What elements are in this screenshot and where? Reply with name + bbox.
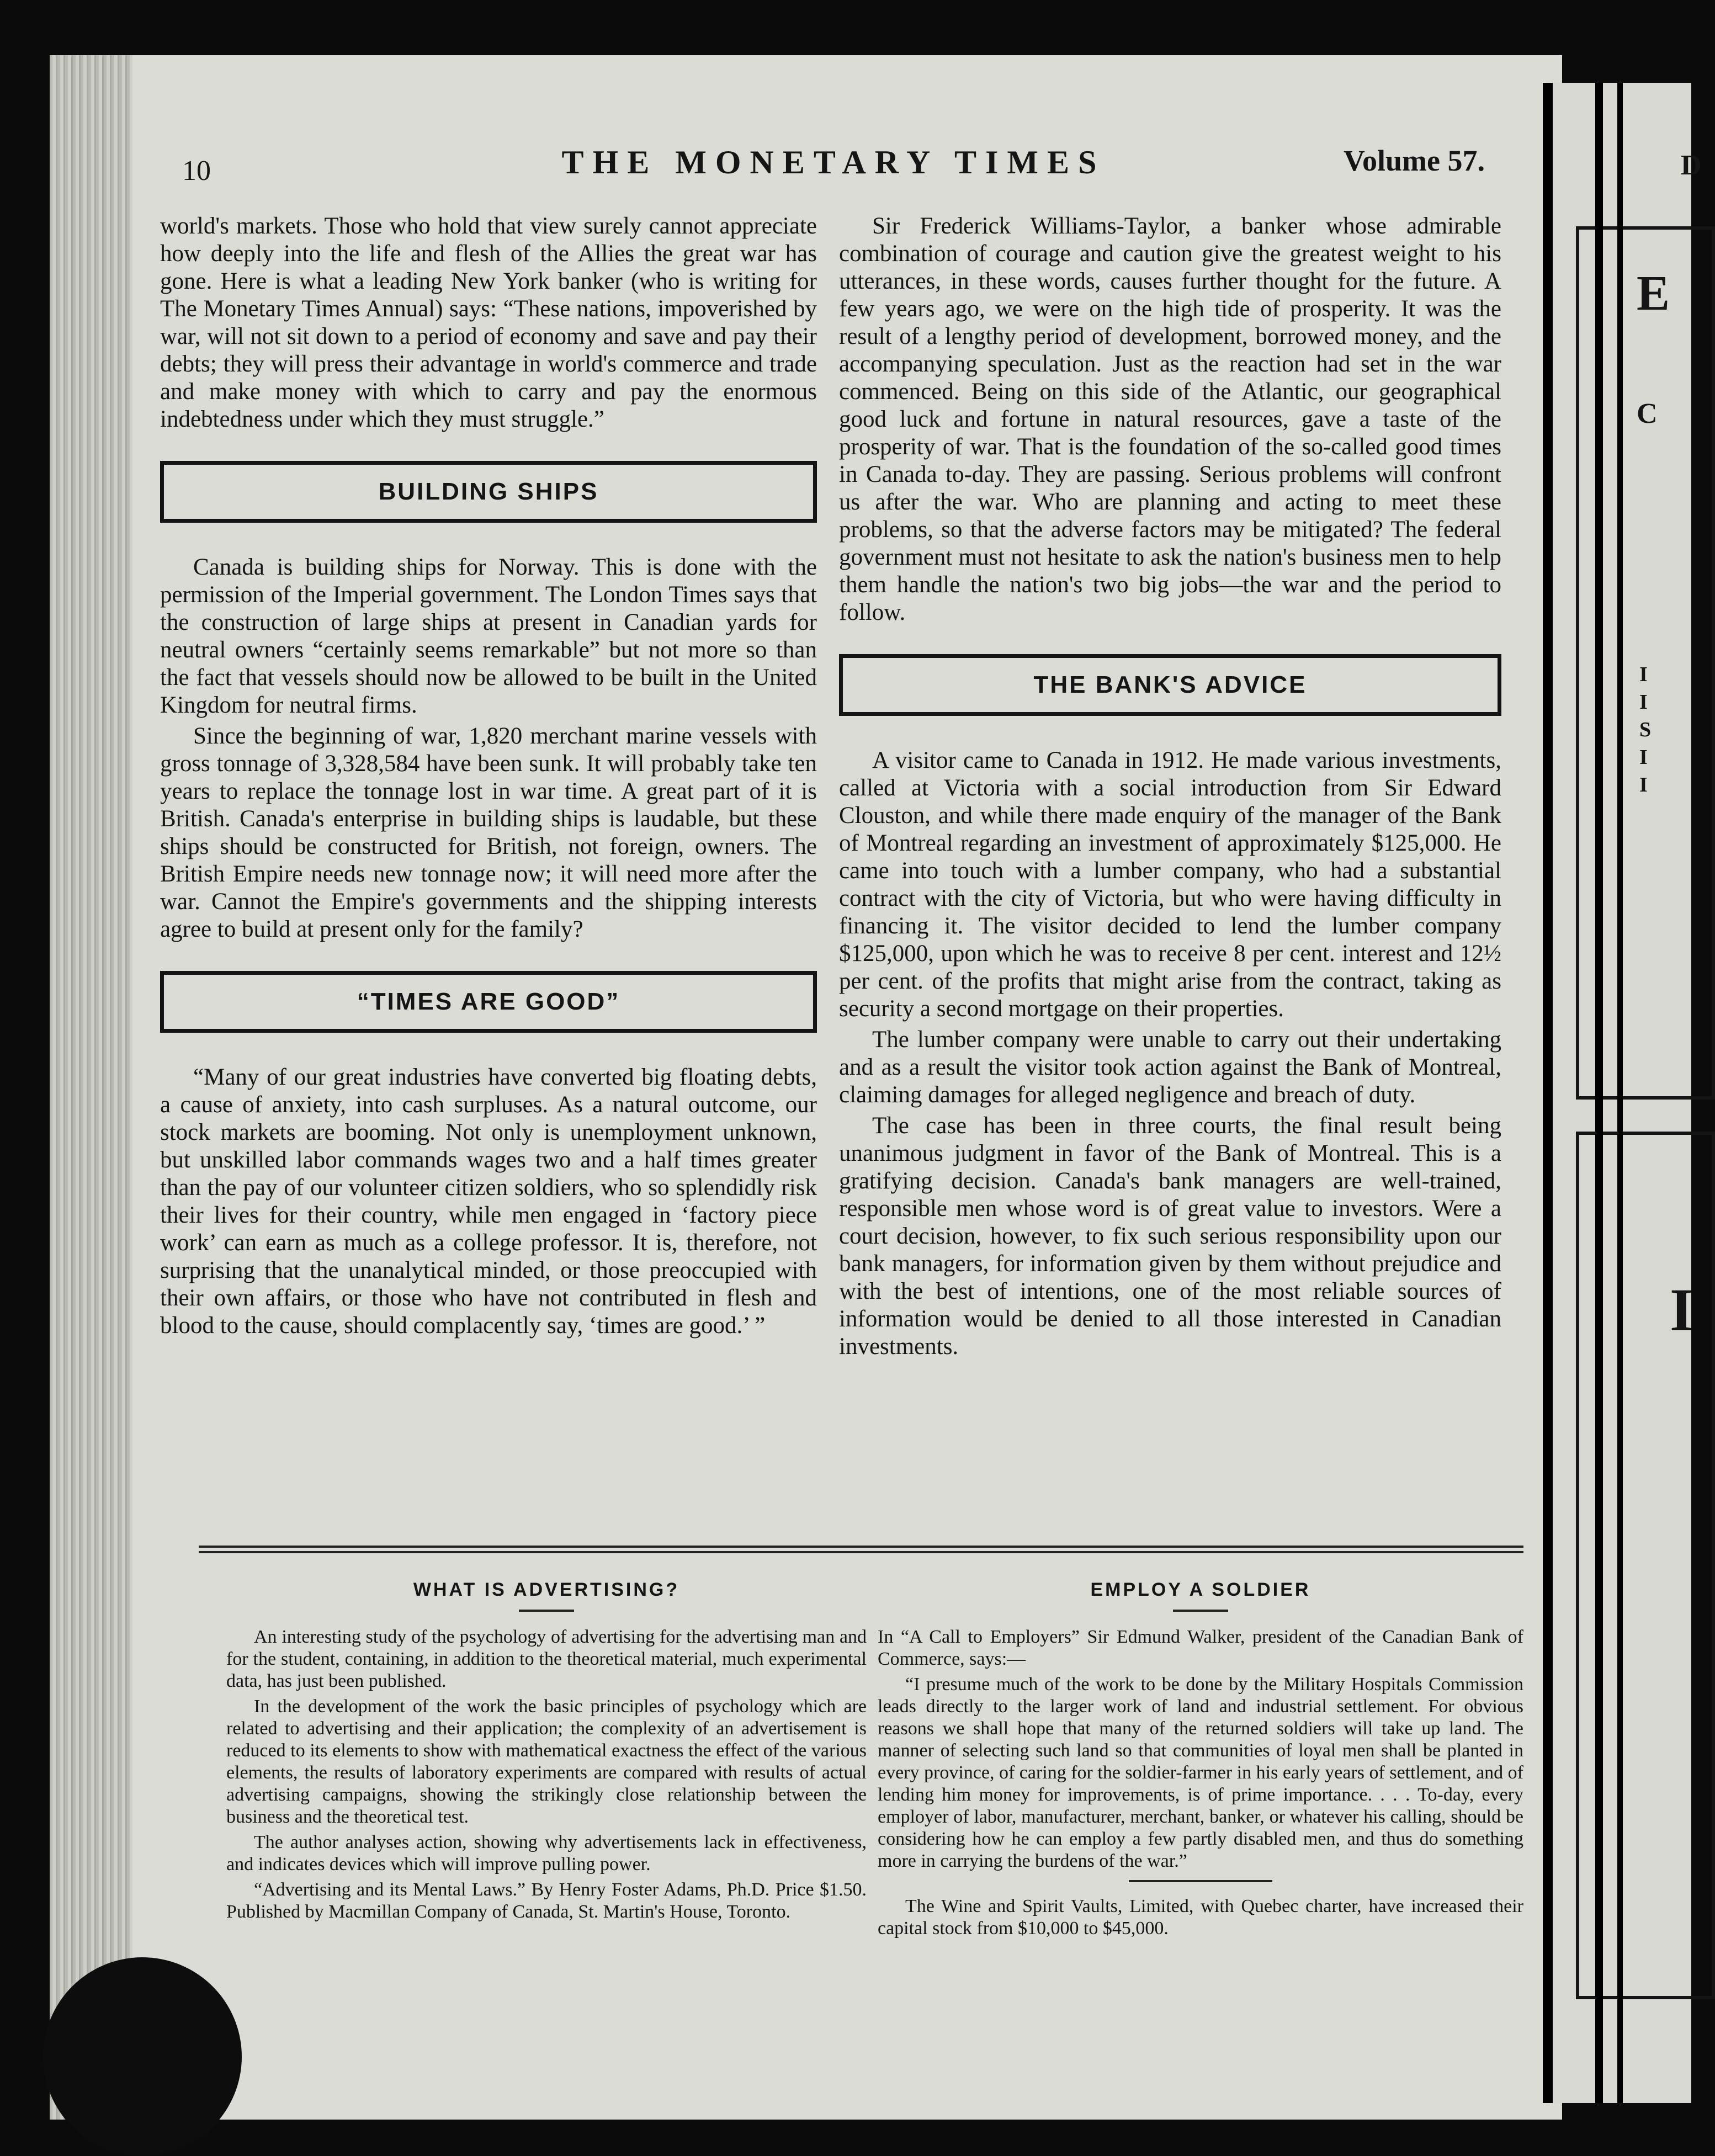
binding-shadow — [1617, 83, 1623, 2103]
advertising-heading: WHAT IS ADVERTISING? — [413, 1579, 680, 1600]
scanned-page — [50, 55, 1562, 2120]
facing-page-letter: S — [1639, 718, 1652, 741]
times-are-good-paragraph: “Many of our great industries have converted big floating debts, a cause of anxiety, into cash surpluses. As a natural outcome, our stock markets are booming. Not only is unemployment unknown, but unskilled labor commands wages two and a half times greater than the pay of our volunteer citizen soldiers, who so splendidly risk their lives for their country, while men engaged in ‘factory piece work’ can earn as much as a college professor. It is, therefore, not surprising that the unanalytical minded, or those preoccupied with their own affairs, or those who have not contributed in flesh and blood to the cause, should complacently say, ‘times are good.’ ” — [160, 1064, 817, 1339]
page-number: 10 — [182, 155, 211, 187]
facing-page-letter: C — [1637, 398, 1658, 429]
facing-page — [1543, 83, 1702, 2103]
banks-advice-paragraph: The lumber company were unable to carry out their undertaking and as a result the visitor took action against the Bank of Montreal, claiming damages for alleged negligence and breach of duty. — [839, 1027, 1501, 1108]
facing-page-letter: E — [1637, 266, 1670, 321]
running-head — [182, 144, 1485, 199]
banks-advice-paragraph: The case has been in three courts, the final result being unanimous judgment in favor of the Bank of Montreal. This is a gratifying decision. Canada's bank managers are well-trained, responsible men whose word is of great value to investors. Were a court decision, however, to fix such serious responsibility upon our bank managers, for information given by them without prejudice and with the best of intentions, one of the most reliable sources of information would be denied to all those interested in Canadian investments. — [839, 1113, 1501, 1360]
binding-shadow — [1543, 83, 1553, 2103]
building-ships-paragraph: Canada is building ships for Norway. This is done with the permission of the Imperial government. The London Times says that the construction of large ships at present in Canadian yards for neutral owners “certainly seems remarkable” but not more so than the fact that vessels should now be allowed to be built in the United Kingdom for neutral firms. — [160, 554, 817, 718]
facing-page-letter: I — [1670, 1276, 1693, 1343]
facing-page-letter: I — [1639, 663, 1648, 686]
banks-advice-paragraph: A visitor came to Canada in 1912. He made various investments, called at Victoria with a social introduction from Sir Edward Clouston, and while there made enquiry of the manager of the Bank of Montreal regarding an investment of approximately $125,000. He came into touch with a lumber company, who had a substantial contract with the city of Victoria, but who were having difficulty in financing it. The visitor decided to lend the lumber company $125,000, upon which he was to receive 8 per cent. interest and 12½ per cent. of the profits that might arise from the contract, taking as security a second mortgage on their properties. — [839, 747, 1501, 1022]
left-column — [160, 213, 817, 1343]
advertising-citation: “Advertising and its Mental Laws.” By Henry Foster Adams, Ph.D. Price $1.50. Published by Macmillan Company of Canada, St. Martin's House, Toronto. — [226, 1879, 867, 1922]
building-ships-heading: BUILDING SHIPS — [160, 461, 817, 523]
advertising-paragraph: The author analyses action, showing why advertisements lack in effectiveness, and indicates devices which will improve pulling power. — [226, 1832, 867, 1874]
soldier-quote: “I presume much of the work to be done by the Military Hospitals Commission leads directly to the larger work of land and industrial settlement. For obvious reasons we shall hope that many of the returned soldiers will take up land. The manner of selecting such land so that communities of loyal men shall be planted in every province, of caring for the soldier-farmer in his early years of settlement, and of lending him money for improvements, is of prime importance. . . . To-day, every employer of labor, manufacturer, merchant, banker, or whatever his calling, should be considering how he can employ a few partly disabled men, and thus do something more in carrying the burdens of the war.” — [878, 1674, 1523, 1871]
facing-page-letter: I — [1639, 746, 1648, 769]
soldier-heading: EMPLOY A SOLDIER — [1090, 1579, 1311, 1600]
banks-advice-heading: THE BANK'S ADVICE — [839, 654, 1501, 716]
right-intro-paragraph: Sir Frederick Williams-Taylor, a banker whose admirable combination of courage and caution give the greatest weight to his utterances, in these words, causes further thought for the future. A few years ago, we were on the high tide of prosperity. It was the result of a lengthy period of development, borrowed money, and the accompanying speculation. Just as the reaction had set in the war commenced. Being on this side of the Atlantic, our geographical good luck and fortune in natural resources, gave a taste of the prosperity of war. That is the foundation of the so-called good times in Canada to-day. They are passing. Serious problems will confront us after the war. Who are planning and acting to meet these problems, so that the adverse factors may be mitigated? The federal government must not hesitate to ask the nation's business men to help them handle the nation's two big jobs—the war and the period to follow. — [839, 213, 1501, 625]
binding-shadow — [1595, 83, 1603, 2103]
wine-vaults-note: The Wine and Spirit Vaults, Limited, with Quebec charter, have increased their capital stock from $10,000 to $45,000. — [878, 1896, 1523, 1939]
soldier-intro: In “A Call to Employers” Sir Edmund Walker, president of the Canadian Bank of Commerce, says:— — [878, 1627, 1523, 1669]
heading-rule — [519, 1610, 574, 1612]
advertising-paragraph: An interesting study of the psychology of advertising for the advertising man and for the student, containing, in addition to the theoretical material, much experimental data, has just been published. — [226, 1627, 867, 1691]
advertising-article — [226, 1579, 867, 1926]
magazine-title: THE MONETARY TIMES — [561, 144, 1106, 180]
facing-page-letter: D — [1681, 150, 1702, 181]
volume-label: Volume 57. — [1343, 144, 1485, 177]
section-divider — [199, 1546, 1523, 1553]
facing-page-letter: I — [1639, 691, 1648, 714]
item-rule — [1129, 1880, 1272, 1882]
thumb-shadow — [43, 1957, 242, 2156]
soldier-article — [878, 1579, 1523, 1943]
right-column — [839, 213, 1501, 1364]
left-intro-paragraph: world's markets. Those who hold that view surely cannot appreciate how deeply into the life and flesh of the Allies the great war has gone. Here is what a leading New York banker (who is writing for The Monetary Times Annual) says: “These nations, impoverished by war, will not sit down to a period of economy and save and pay their debts; they will press their advantage in world's commerce and trade and make money with which to carry and pay the enormous indebtedness under which they must struggle.” — [160, 213, 817, 432]
advertising-paragraph: In the development of the work the basic principles of psychology which are related to advertising and their application; the complexity of an advertisement is reduced to its elements to show with mathematical exactness the effect of the various elements, the results of laboratory experiments are compared with results of actual advertising campaigns, showing the strikingly close relationship between the business and the theoretical test. — [226, 1696, 867, 1827]
heading-rule — [1173, 1610, 1228, 1612]
times-are-good-heading: “TIMES ARE GOOD” — [160, 971, 817, 1033]
book-page-edges — [50, 55, 132, 2120]
facing-page-letter: I — [1639, 773, 1648, 796]
building-ships-paragraph: Since the beginning of war, 1,820 merchant marine vessels with gross tonnage of 3,328,584 have been sunk. It will probably take ten years to replace the tonnage lost in war time. A great part of it is British. Canada's enterprise in building ships is laudable, but these ships should be constructed for British, not foreign, owners. The British Empire needs new tonnage now; it will need more after the war. Cannot the Empire's governments and the shipping interests agree to build at present only for the family? — [160, 723, 817, 942]
